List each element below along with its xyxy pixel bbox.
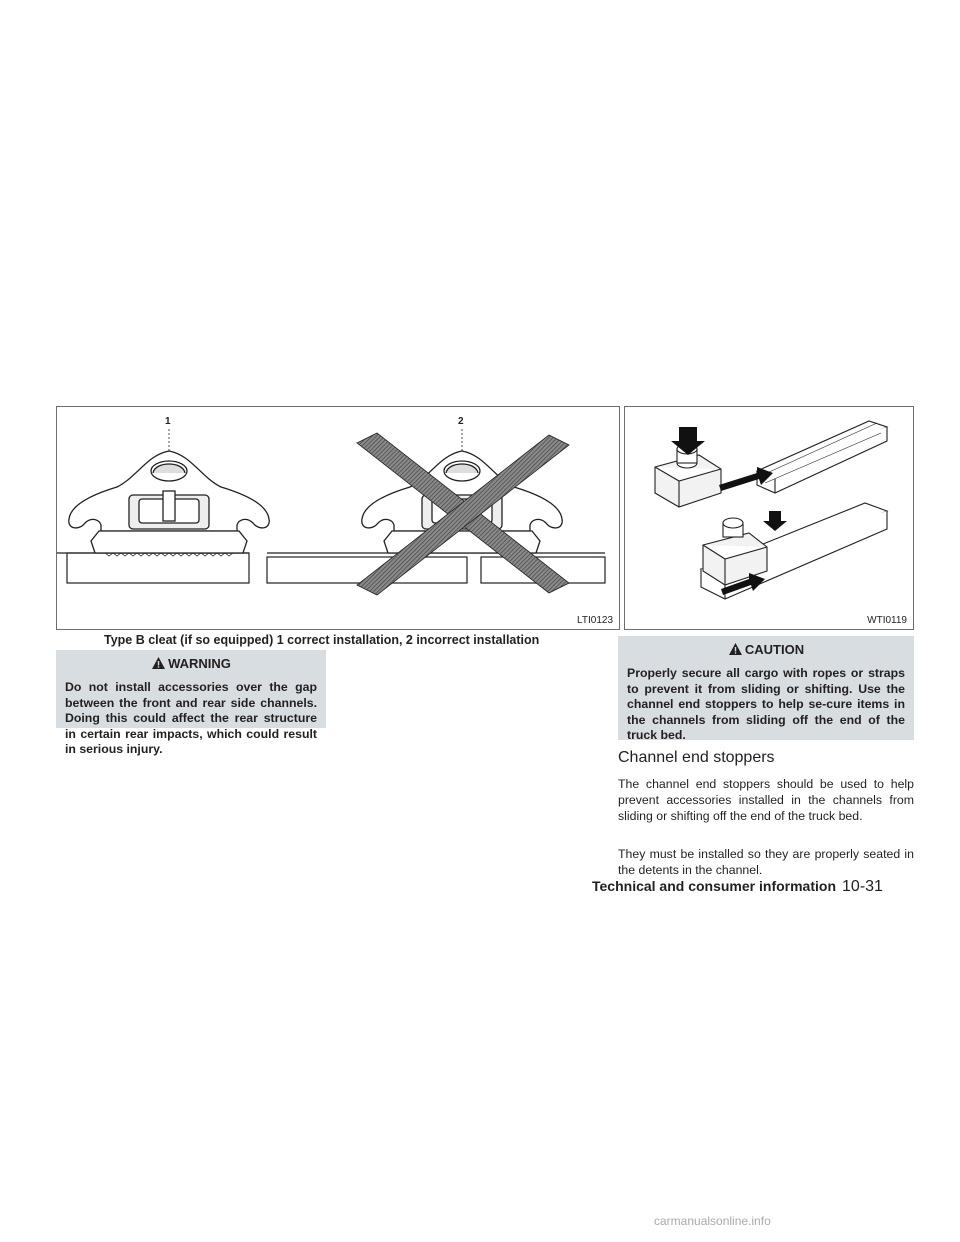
cleat-correct [69, 451, 269, 553]
figure-code: LTI0123 [577, 615, 613, 626]
warning-triangle-icon [728, 642, 743, 659]
caution-title: CAUTION [744, 642, 805, 657]
watermark: carmanualsonline.info [654, 1214, 771, 1228]
warning-title: WARNING [168, 656, 231, 671]
page-number: 10-31 [842, 878, 883, 895]
warning-text: Do not install accessories over the gap between the front and rear side channels. Doing this could affect the rear structure in certain rear impacts, which could result in serious injury. [65, 680, 317, 756]
section-paragraph-2: They must be installed so they are properly seated in the detents in the channel. [618, 847, 914, 877]
chapter-title: Technical and consumer information [592, 878, 837, 894]
cleat-illustration [57, 407, 619, 629]
page-footer [592, 878, 883, 896]
warning-triangle-icon [151, 656, 166, 673]
caution-box [618, 636, 914, 740]
end-stopper-figure [624, 406, 914, 630]
callout-1: 1 [165, 416, 171, 427]
section-paragraph-1: The channel end stoppers should be used to help prevent accessories installed in the channels from sliding or shifting off the end of the truck bed. [618, 777, 914, 823]
figure-code: WTI0119 [867, 615, 907, 626]
end-stopper-illustration [625, 407, 913, 629]
section-title: Channel end stoppers [618, 749, 775, 766]
callout-2: 2 [458, 416, 464, 427]
figure-caption: Type B cleat (if so equipped) 1 correct installation, 2 incorrect installation [104, 633, 540, 647]
cleat-figure [56, 406, 620, 630]
warning-box [56, 650, 326, 756]
caution-text: Properly secure all cargo with ropes or straps to prevent it from sliding or shifting. Use the channel end stoppers to help se-cure items in the channels from sliding off the end of the truck bed. [627, 666, 905, 742]
